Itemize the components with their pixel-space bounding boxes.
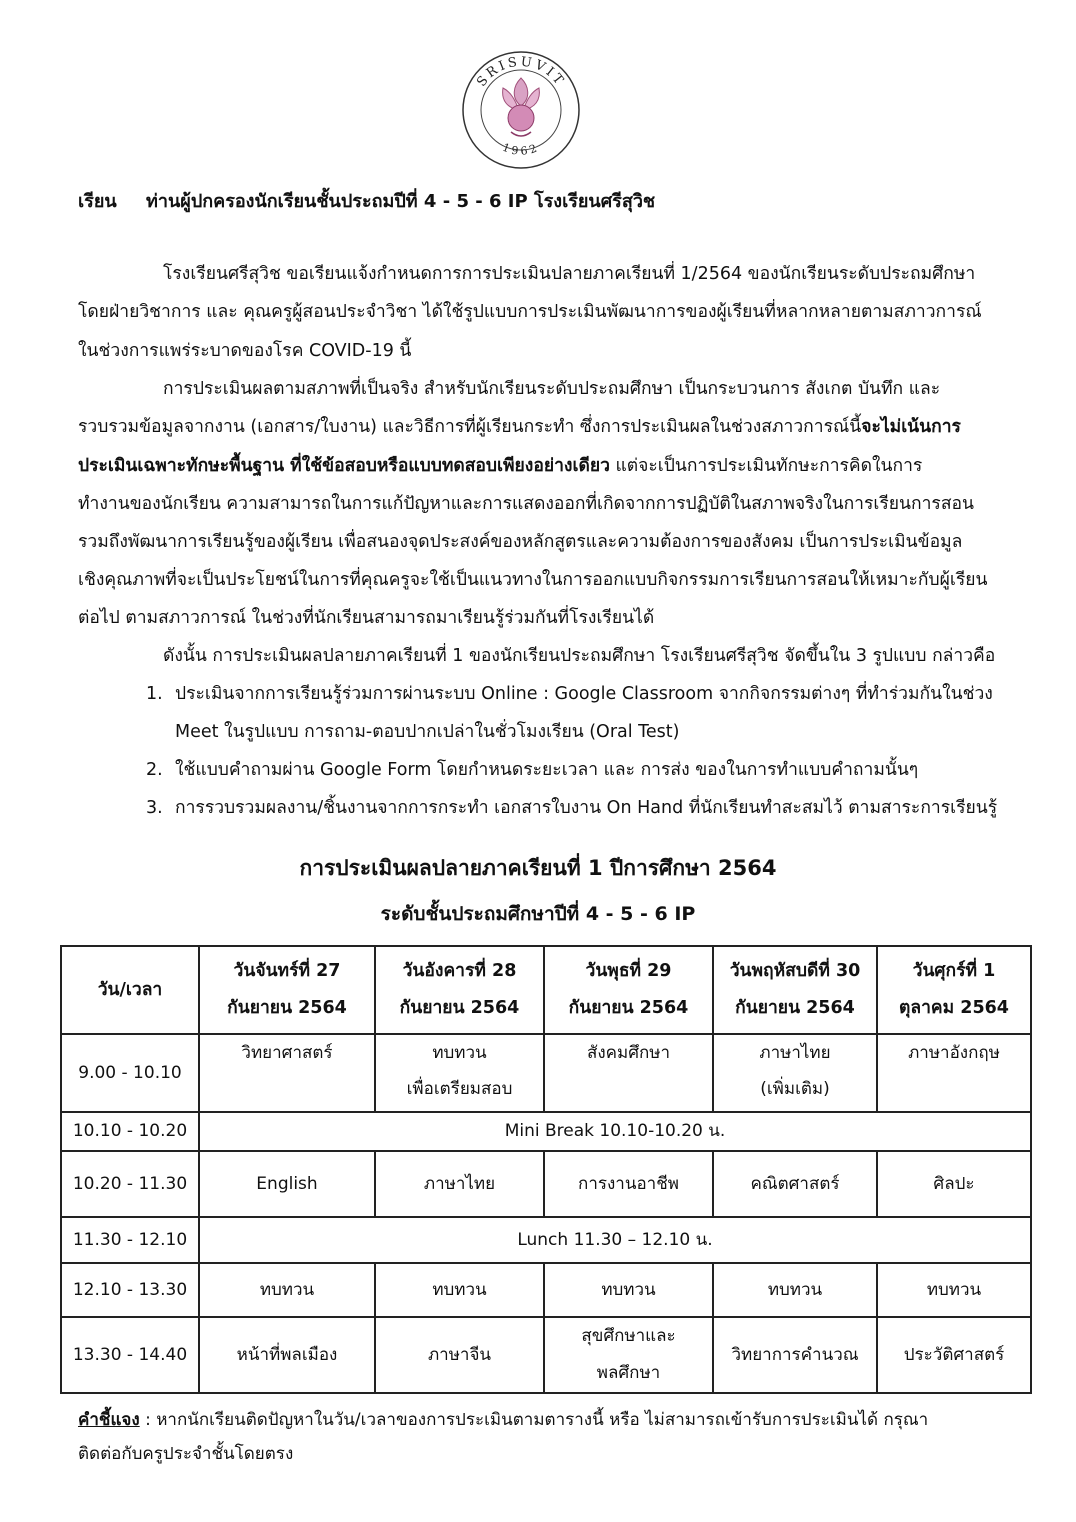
subject-cell: ประวัติศาสตร์ (877, 1317, 1031, 1393)
subject-cell: ทบทวน (544, 1263, 713, 1317)
header-day-3: วันพุธที่ 29 กันยายน 2564 (544, 946, 713, 1034)
table-row (61, 1263, 1031, 1317)
salutation-label: เรียน (78, 191, 117, 212)
schedule-title: การประเมินผลปลายภาคเรียนที่ 1 ปีการศึกษา 2564 (299, 856, 777, 880)
list-item-1-number: 1. (146, 684, 163, 704)
subject-cell: English (199, 1151, 375, 1217)
subject-cell: วิทยาการคำนวณ (713, 1317, 877, 1393)
body-p2-line2-bold: จะไม่เน้นการ (861, 417, 961, 437)
body-p1-line3: ในช่วงการแพร่ระบาดของโรค COVID-19 นี้ (78, 341, 412, 361)
subject-cell: คณิตศาสตร์ (713, 1151, 877, 1217)
svg-text:1962 (501, 141, 542, 158)
subject-cell: สุขศึกษาและ พลศึกษา (544, 1317, 713, 1393)
subject-cell: หน้าที่พลเมือง (199, 1317, 375, 1393)
lunch-cell: Lunch 11.30 – 12.10 น. (199, 1217, 1031, 1263)
time-cell: 12.10 - 13.30 (61, 1263, 199, 1317)
time-cell: 9.00 - 10.10 (61, 1034, 199, 1112)
list-item-3-number: 3. (146, 798, 163, 818)
note-line2: ติดต่อกับครูประจำชั้นโดยตรง (78, 1444, 294, 1464)
list-item-2-number: 2. (146, 760, 163, 780)
table-row (61, 1317, 1031, 1393)
table-row (61, 1217, 1031, 1263)
salutation (78, 186, 655, 215)
body-p2-line5: รวมถึงพัฒนาการเรียนรู้ของผู้เรียน เพื่อสนองจุดประสงค์ของหลักสูตรและความต้องการของสังคม เป็นการประเมินข้อมูล (78, 532, 963, 552)
note-line1: : หากนักเรียนติดปัญหาในวัน/เวลาของการประเมินตามตารางนี้ หรือ ไม่สามารถเข้ารับการประเมินได้ กรุณา (139, 1410, 929, 1430)
body-p1-line1: โรงเรียนศรีสุวิช ขอเรียนแจ้งกำหนดการการประเมินปลายภาคเรียนที่ 1/2564 ของนักเรียนระดับประถมศึกษา (163, 264, 976, 284)
break-cell: Mini Break 10.10-10.20 น. (199, 1112, 1031, 1151)
schedule-subtitle: ระดับชั้นประถมศึกษาปีที่ 4 - 5 - 6 IP (380, 903, 696, 925)
body-p2-line3 (78, 458, 922, 476)
logo-year: 1962 (500, 140, 542, 158)
list-item-1-line1: ประเมินจากการเรียนรู้ร่วมการผ่านระบบ Online : Google Classroom จากกิจกรรมต่างๆ ที่ทำร่วมกันในช่วง (175, 684, 993, 704)
subject-cell: วิทยาศาสตร์ (199, 1034, 375, 1112)
table-row (61, 1151, 1031, 1217)
subject-cell: ทบทวน (199, 1263, 375, 1317)
body-p2-line2 (78, 419, 961, 437)
header-day-1: วันจันทร์ที่ 27 กันยายน 2564 (199, 946, 375, 1034)
list-item-2-line1: ใช้แบบคำถามผ่าน Google Form โดยกำหนดระยะเวลา และ การส่ง ของในการทำแบบคำถามนั้นๆ (175, 760, 919, 780)
table-header-row (61, 946, 1031, 1034)
subject-cell: ทบทวน (877, 1263, 1031, 1317)
time-cell: 10.10 - 10.20 (61, 1112, 199, 1151)
salutation-text: ท่านผู้ปกครองนักเรียนชั้นประถมปีที่ 4 - 5 - 6 IP โรงเรียนศรีสุวิช (146, 191, 656, 212)
table-row (61, 1034, 1031, 1112)
header-day-2: วันอังคารที่ 28 กันยายน 2564 (375, 946, 544, 1034)
schedule-table (60, 945, 1032, 1394)
subject-cell: การงานอาชีพ (544, 1151, 713, 1217)
subject-cell: ภาษาอังกฤษ (877, 1034, 1031, 1112)
header-corner: วัน/เวลา (61, 946, 199, 1034)
time-cell: 10.20 - 11.30 (61, 1151, 199, 1217)
subject-cell: ศิลปะ (877, 1151, 1031, 1217)
subject-cell: ภาษาไทย (375, 1151, 544, 1217)
body-p2-line4: ทำงานของนักเรียน ความสามารถในการแก้ปัญหาและการแสดงออกที่เกิดจากการปฏิบัติในสภาพจริงในการเรียนการสอน (78, 494, 974, 514)
body-p3-line1: ดังนั้น การประเมินผลปลายภาคเรียนที่ 1 ของนักเรียนประถมศึกษา โรงเรียนศรีสุวิช จัดขึ้นใน 3 รูปแบบ กล่าวคือ (163, 646, 996, 666)
subject-cell: ทบทวน (375, 1263, 544, 1317)
subject-cell: ภาษาจีน (375, 1317, 544, 1393)
body-p2-line7: ต่อไป ตามสภาวการณ์ ในช่วงที่นักเรียนสามารถมาเรียนรู้ร่วมกันที่โรงเรียนได้ (78, 608, 655, 628)
logo-top-text: SRISUVIT (474, 54, 568, 90)
table-row (61, 1112, 1031, 1151)
list-item-3-line1: การรวบรวมผลงาน/ชิ้นงานจากการกระทำ เอกสารใบงาน On Hand ที่นักเรียนทำสะสมไว้ ตามสาระการเรียนรู้ (175, 798, 998, 818)
body-p2-line2-normal: รวบรวมข้อมูลจากงาน (เอกสาร/ใบงาน) และวิธีการที่ผู้เรียนกระทำ ซึ่งการประเมินผลในช่วงสภาวการณ์นี้ (78, 417, 862, 437)
subject-cell: ทบทวน เพื่อเตรียมสอบ (375, 1034, 544, 1112)
time-cell: 13.30 - 14.40 (61, 1317, 199, 1393)
note (78, 1403, 928, 1471)
lotus-emblem-icon (503, 78, 540, 136)
list-item-1-line2: Meet ในรูปแบบ การถาม-ตอบปากเปล่าในชั่วโมงเรียน (Oral Test) (175, 722, 680, 742)
body-p2-line3-normal: แต่จะเป็นการประเมินทักษะการคิดในการ (609, 456, 923, 476)
header-day-5: วันศุกร์ที่ 1 ตุลาคม 2564 (877, 946, 1031, 1034)
body-p2-line1: การประเมินผลตามสภาพที่เป็นจริง สำหรับนักเรียนระดับประถมศึกษา เป็นกระบวนการ สังเกต บันทึก และ (163, 379, 941, 399)
subject-cell: สังคมศึกษา (544, 1034, 713, 1112)
school-logo (461, 50, 581, 170)
body-p1-line2: โดยฝ่ายวิชาการ และ คุณครูผู้สอนประจำวิชา ได้ใช้รูปแบบการประเมินพัฒนาการของผู้เรียนที่หลากหลายตามสภาวการณ์ (78, 302, 982, 322)
subject-cell: ทบทวน (713, 1263, 877, 1317)
subject-cell: ภาษาไทย (เพิ่มเติม) (713, 1034, 877, 1112)
header-day-4: วันพฤหัสบดีที่ 30 กันยายน 2564 (713, 946, 877, 1034)
note-label: คำชี้แจง (78, 1410, 140, 1430)
body-p2-line3-bold: ประเมินเฉพาะทักษะพื้นฐาน ที่ใช้ข้อสอบหรือแบบทดสอบเพียงอย่างเดียว (78, 456, 610, 476)
body-p2-line6: เชิงคุณภาพที่จะเป็นประโยชน์ในการที่คุณครูจะใช้เป็นแนวทางในการออกแบบกิจกรรมการเรียนการสอนให้เหมาะกับผู้เรียน (78, 570, 988, 590)
time-cell: 11.30 - 12.10 (61, 1217, 199, 1263)
